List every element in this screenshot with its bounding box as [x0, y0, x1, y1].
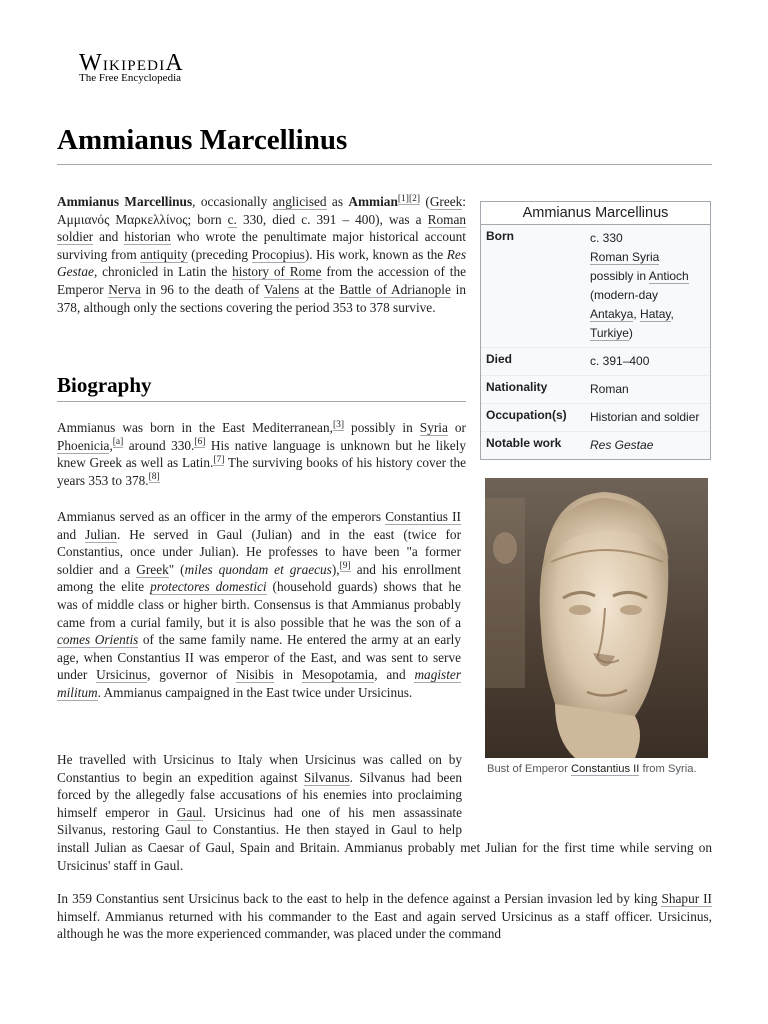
link-magister-militum[interactable]: magister militum: [57, 667, 461, 700]
text: of the same family name. He entered the army at an early age, when Constantius II was emperor of the East, and was sent to serve under: [57, 632, 461, 683]
born-date: c. 330: [590, 231, 623, 245]
text: and: [93, 229, 125, 245]
text: ,: [109, 437, 113, 453]
text: . Silvanus had been forced by the allegedly false accusations of his enemies into proclaiming himself emperor in: [57, 769, 462, 820]
biography-paragraph-1: [57, 419, 466, 489]
text: in 378, although only the sections covering the period 353 to 378 survive.: [57, 281, 466, 315]
infobox-value-occupation: Historian and soldier: [590, 410, 700, 424]
infobox-value-notable-work: Res Gestae: [590, 438, 654, 452]
text: himself. Ammianus returned with his commander to the East and again served Ursicinus as a staff officer. Ursicinus, although he was the more experienced commander, was placed under the command: [57, 908, 712, 942]
text: The surviving books of his history cover the years 353 to 378.: [57, 455, 466, 488]
figure-caption: [487, 761, 709, 777]
text: ,: [670, 307, 674, 321]
link-turkiye[interactable]: Turkiye: [590, 326, 629, 340]
link-nisibis[interactable]: Nisibis: [236, 667, 274, 683]
link-historian[interactable]: historian: [124, 229, 171, 245]
link-hatay[interactable]: Hatay: [640, 307, 671, 321]
section-divider: [57, 401, 466, 402]
lead-bold-name: Ammianus Marcellinus: [57, 194, 193, 209]
ref-3[interactable]: [3]: [332, 419, 345, 430]
text: possibly in: [344, 420, 420, 435]
link-gaul[interactable]: Gaul: [176, 804, 203, 820]
text: , governor of: [147, 667, 237, 683]
link-roman-syria[interactable]: Roman Syria: [590, 250, 660, 264]
infobox-row-nationality: [481, 376, 710, 404]
text: and his enrollment among the elite: [57, 561, 462, 595]
page-title: Ammianus Marcellinus: [57, 124, 348, 156]
text: around 330.: [123, 437, 195, 453]
italic-res-gestae: Res Gestae: [57, 246, 466, 280]
wikipedia-tagline: The Free Encyclopedia: [79, 72, 182, 84]
text: . Ursicinus had one of his men assassinate Silvanus, restoring Gaul to Constantius. He then stayed in Gaul to help install Julian as Caesar of Gaul, Spain and Britain. Ammianus probably met Julian for the first time while serving on Ursicinus' staff in Gaul.: [57, 804, 712, 873]
italic-quote: miles quondam et graecus: [184, 561, 332, 577]
infobox-label: Nationality: [486, 380, 548, 394]
section-heading-biography: Biography: [57, 373, 152, 397]
text: and: [57, 526, 86, 542]
text: : Αμμιανός Μαρκελλίνος; born: [57, 194, 466, 227]
ref-8[interactable]: [8]: [148, 472, 160, 483]
text: from Syria.: [639, 763, 697, 775]
link-antioch[interactable]: Antioch: [648, 269, 689, 283]
infobox: [480, 201, 711, 460]
text: " (: [168, 561, 185, 577]
text: (: [420, 194, 430, 209]
text: possibly in: [590, 269, 649, 283]
link-silvanus[interactable]: Silvanus: [303, 769, 350, 785]
text: or: [447, 420, 466, 435]
biography-paragraph-2: [57, 508, 461, 702]
infobox-label: Notable work: [486, 436, 562, 450]
text: as: [326, 194, 349, 209]
text: Bust of Emperor: [487, 763, 571, 775]
link-antakya[interactable]: Antakya: [590, 307, 634, 321]
link-shapur-ii[interactable]: Shapur II: [661, 891, 712, 906]
link-julian[interactable]: Julian: [85, 526, 117, 542]
text: . He served in Gaul (Julian) and in the east (twice for Constantius, once under Julian). He professes to have been "a former soldier and a: [57, 526, 462, 577]
text: His native language is unknown but he likely knew Greek as well as Latin.: [57, 437, 467, 471]
link-procopius[interactable]: Procopius: [251, 246, 305, 262]
link-greek[interactable]: Greek: [429, 194, 463, 209]
logo-letter-w: W: [79, 50, 103, 76]
text: . Ammianus campaigned in the East twice under Ursicinus.: [97, 684, 413, 700]
infobox-row-occupation: [481, 404, 710, 432]
text: who wrote the penultimate major historical account surviving from: [57, 229, 466, 262]
biography-paragraph-4: [57, 890, 712, 944]
link-circa[interactable]: c.: [227, 211, 237, 227]
link-syria[interactable]: Syria: [419, 420, 448, 435]
text: , chronicled in Latin the: [93, 264, 233, 280]
text: at the: [299, 281, 340, 297]
link-battle-of-adrianople[interactable]: Battle of Adrianople: [339, 281, 451, 297]
infobox-value-died: c. 391–400: [590, 354, 650, 368]
text: ,: [633, 307, 641, 321]
infobox-label: Died: [486, 352, 513, 366]
text: He travelled with Ursicinus to Italy when Ursicinus was called on by Constantius to begin an expedition against: [57, 752, 462, 785]
text: (household guards) shows that he was of middle class or higher birth. Consensus is that Ammianus probably came from a curial family, but it is also possible that he was the son of a: [57, 579, 462, 630]
link-roman-soldier[interactable]: Roman soldier: [57, 211, 466, 245]
infobox-row-born: [481, 225, 710, 348]
note-a[interactable]: [a]: [112, 437, 124, 448]
infobox-row-notable-work: [481, 432, 710, 459]
link-valens[interactable]: Valens: [263, 281, 300, 297]
infobox-row-died: [481, 348, 710, 376]
title-divider: [57, 164, 712, 165]
link-history-of-rome[interactable]: history of Rome: [232, 264, 322, 280]
infobox-value-nationality: Roman: [590, 382, 629, 396]
infobox-value-born: [585, 225, 710, 347]
lead-bold-ammian: Ammian: [348, 194, 398, 209]
text: , and: [374, 667, 415, 683]
link-nerva[interactable]: Nerva: [108, 281, 141, 297]
link-comes-orientis[interactable]: comes Orientis: [57, 632, 139, 648]
link-phoenicia[interactable]: Phoenicia: [57, 437, 110, 453]
ref-9[interactable]: [9]: [339, 561, 351, 572]
text: 330, died c. 391 – 400), was a: [236, 211, 428, 227]
link-mesopotamia[interactable]: Mesopotamia: [301, 667, 375, 683]
logo-letter-a: A: [165, 50, 184, 76]
link-constantius-ii-caption[interactable]: Constantius II: [570, 763, 640, 775]
infobox-label: Born: [486, 229, 514, 243]
logo-rest: ikipedi: [102, 51, 166, 75]
link-protectores-domestici[interactable]: protectores domestici: [150, 579, 267, 595]
ref-1[interactable]: [1]: [397, 193, 409, 204]
text: Ammianus was born in the East Mediterranean,: [57, 420, 333, 435]
bust-image[interactable]: [485, 478, 708, 758]
infobox-title: Ammianus Marcellinus: [481, 202, 710, 225]
text: (modern-day: [590, 288, 659, 302]
text: ): [628, 326, 633, 340]
ref-7[interactable]: [7]: [213, 454, 225, 465]
text: from the accession of the Emperor: [57, 264, 466, 297]
link-constantius-ii[interactable]: Constantius II: [385, 509, 461, 524]
bust-illustration: [485, 478, 708, 758]
link-antiquity[interactable]: antiquity: [140, 246, 188, 262]
ref-2[interactable]: [2]: [408, 193, 421, 204]
text: (preceding: [187, 246, 252, 262]
link-anglicised[interactable]: anglicised: [272, 194, 327, 209]
ref-6[interactable]: [6]: [194, 437, 206, 448]
text: Ammianus served as an officer in the army of the emperors: [57, 509, 386, 524]
text: ). His work, known as the: [304, 246, 447, 262]
link-ursicinus[interactable]: Ursicinus: [96, 667, 148, 683]
text: , occasionally: [192, 194, 273, 209]
text: in: [273, 667, 302, 683]
intro-paragraph: [57, 193, 466, 316]
infobox-label: Occupation(s): [486, 408, 567, 422]
link-greek[interactable]: Greek: [136, 561, 169, 577]
text: ),: [331, 561, 340, 577]
text: In 359 Constantius sent Ursicinus back to the east to help in the defence against a Persian invasion led by king: [57, 891, 662, 906]
text: in 96 to the death of: [140, 281, 264, 297]
